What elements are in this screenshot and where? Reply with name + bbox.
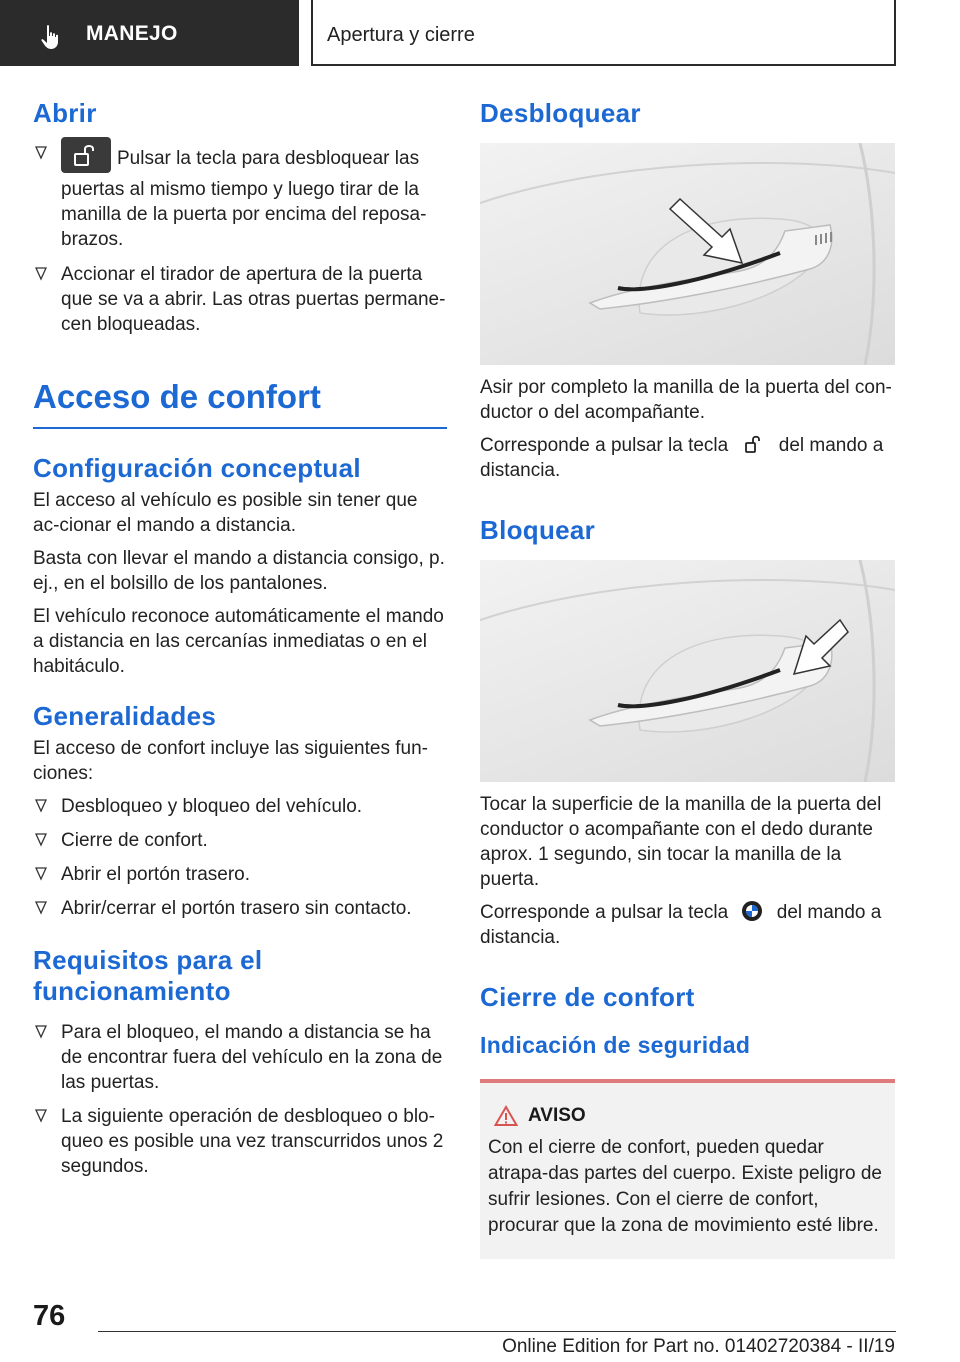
list-item-text: Para el bloqueo, el mando a distancia se ha de encontrar fuera del vehículo en la zona de las puertas.: [61, 1021, 443, 1093]
left-column: [33, 98, 447, 1179]
abrir-item-1-text: Pulsar la tecla para desbloquear las puertas al mismo tiempo y luego tirar de la manilla de la puerta por encima del reposa-brazos.: [61, 148, 427, 251]
bullet-triangle-icon: [35, 867, 47, 881]
paragraph: El vehículo reconoce automáticamente el mando a distancia en las cercanías inmediatas o en el habitáculo.: [33, 605, 444, 677]
heading-requisitos: Requisitos para el funcionamiento: [33, 945, 263, 1007]
warning-box: [480, 1079, 895, 1259]
list-item-text: Cierre de confort.: [61, 830, 208, 852]
door-handle-lock-photo: [480, 560, 895, 782]
paragraph: [480, 900, 895, 950]
list-item-text: Desbloqueo y bloqueo del vehículo.: [61, 796, 363, 818]
warning-title-text: AVISO: [528, 1105, 586, 1127]
footer-rule: [98, 1331, 896, 1332]
list-item-text: Abrir el portón trasero.: [61, 864, 251, 886]
bullet-triangle-icon: [35, 833, 47, 847]
list-item: [33, 896, 447, 921]
text-before-key: Corresponde a pulsar la tecla: [480, 435, 729, 457]
generalidades-list: [33, 794, 447, 921]
paragraph: [480, 433, 895, 483]
heading-cierre-de-confort: Cierre de confort: [480, 982, 695, 1013]
list-item: [33, 862, 447, 887]
door-handle-unlock-photo: [480, 143, 895, 365]
abrir-item-2-text: Accionar el tirador de apertura de la puerta que se va a abrir. Las otras puertas permane-cen bloqueadas.: [61, 264, 446, 336]
bullet-triangle-icon: [35, 1025, 47, 1039]
page-number: 76: [33, 1300, 66, 1332]
right-column: [480, 98, 895, 1259]
footer-edition: Online Edition for Part no. 01402720384 - II/19: [502, 1336, 895, 1357]
section-label: MANEJO: [86, 22, 178, 45]
heading-generalidades: Generalidades: [33, 700, 217, 731]
paragraph: Tocar la superficie de la manilla de la puerta del conductor o acompañante con el dedo durante aprox. 1 segundo, sin tocar la manilla de la puerta.: [480, 794, 882, 891]
heading-configuracion: Configuración conceptual: [33, 452, 361, 483]
bullet-triangle-icon: [35, 146, 47, 160]
bullet-triangle-icon: [35, 799, 47, 813]
warning-title: [494, 1105, 887, 1127]
list-item: [33, 1020, 447, 1095]
heading-desbloquear: Desbloquear: [480, 98, 641, 128]
paragraph: El acceso de confort incluye las siguientes fun-ciones:: [33, 738, 428, 785]
text-after-key: del mando a distancia.: [480, 902, 882, 949]
list-item: [33, 828, 447, 853]
paragraph: El acceso al vehículo es posible sin tener que ac-cionar el mando a distancia.: [33, 489, 418, 536]
heading-rule: [33, 427, 447, 429]
requisitos-list: [33, 1020, 447, 1179]
chapter-header: [311, 0, 896, 66]
text-before-key: Corresponde a pulsar la tecla: [480, 902, 729, 924]
unlock-key-image: [61, 137, 111, 173]
bmw-logo-icon: [741, 900, 763, 922]
paragraph: Asir por completo la manilla de la puerta del con-ductor o del acompañante.: [480, 377, 892, 424]
list-item: [33, 262, 447, 337]
door-handle-illustration: [480, 560, 895, 782]
text-after-key: del mando a distancia.: [480, 435, 884, 482]
list-item: [33, 1104, 447, 1179]
bullet-triangle-icon: [35, 901, 47, 915]
list-item-text: Abrir/cerrar el portón trasero sin contacto.: [61, 898, 412, 920]
list-item: [33, 141, 447, 252]
bullet-triangle-icon: [35, 267, 47, 281]
chapter-title: Apertura y cierre: [327, 24, 475, 46]
unlock-icon: [739, 434, 767, 454]
list-item-text: La siguiente operación de desbloqueo o blo-queo es posible una vez transcurridos unos 2 segundos.: [61, 1105, 444, 1177]
unlock-icon: [61, 137, 111, 173]
door-handle-illustration: [480, 143, 895, 365]
hand-icon: [40, 24, 62, 50]
warning-text: Con el cierre de confort, pueden quedar atrapa-das partes del cuerpo. Existe peligro de sufrir lesiones. Con el cierre de confort, procurar que la zona de movimiento esté libre.: [488, 1137, 882, 1237]
paragraph: Basta con llevar el mando a distancia consigo, p. ej., en el bolsillo de los pantalones.: [33, 547, 445, 594]
abrir-list: [33, 141, 447, 337]
heading-indicacion-de-seguridad: Indicación de seguridad: [480, 1031, 751, 1058]
section-tab: [0, 0, 299, 66]
bullet-triangle-icon: [35, 1109, 47, 1123]
list-item: [33, 794, 447, 819]
heading-bloquear: Bloquear: [480, 515, 596, 546]
warning-triangle-icon: [494, 1105, 518, 1127]
heading-abrir: Abrir: [33, 98, 97, 128]
heading-acceso-de-confort: Acceso de confort: [33, 378, 321, 416]
